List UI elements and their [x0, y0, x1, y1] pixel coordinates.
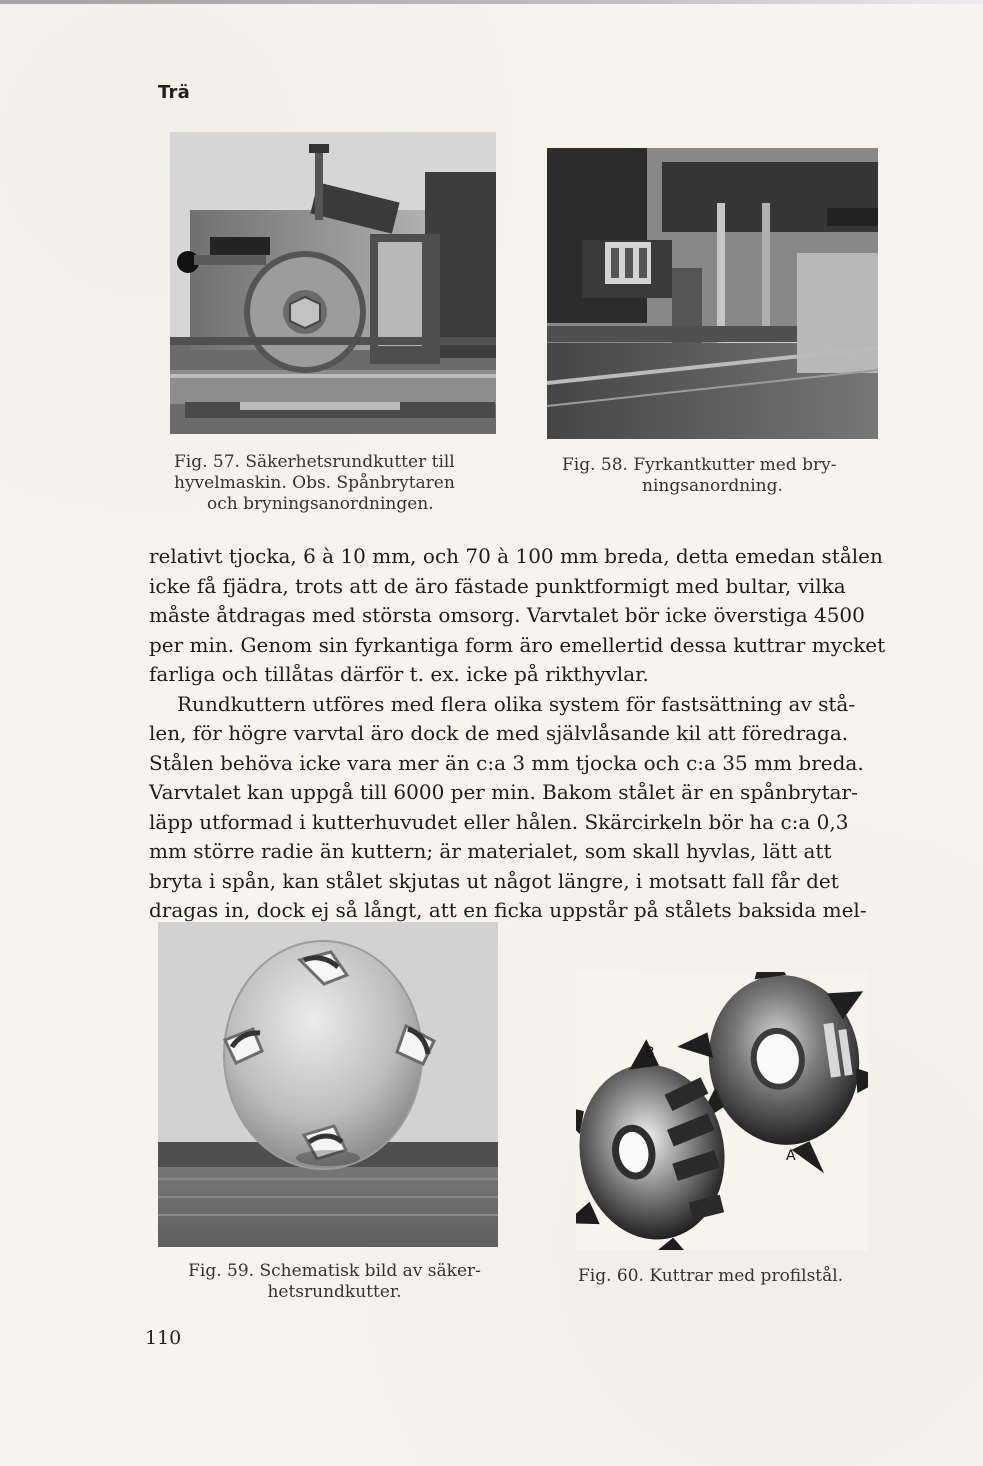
figure-59-caption-line-2: hetsrundkutter. — [267, 1282, 402, 1302]
body-line-2: icke få fjädra, trots att de äro fästade punktformigt med bultar, vilka — [149, 573, 846, 598]
figure-59-caption — [172, 1261, 497, 1303]
body-line-5: farliga och tillåtas därför t. ex. icke på rikthyvlar. — [149, 662, 649, 686]
planer-cutter-photo — [170, 132, 496, 434]
figure-57-caption — [174, 452, 494, 515]
figure-60-label-b: B — [645, 1045, 655, 1061]
body-line-1: relativt tjocka, 6 à 10 mm, och 70 à 100 mm breda, detta emedan stålen — [149, 544, 883, 568]
figure-57-caption-line-2: hyvelmaskin. Obs. Spånbrytaren — [174, 473, 455, 493]
body-line-8: Stålen behöva icke vara mer än c:a 3 mm tjocka och c:a 35 mm breda. — [149, 750, 864, 775]
figure-58-caption-line-2: ningsanordning. — [642, 476, 783, 496]
body-line-6: Rundkuttern utföres med flera olika system för fastsättning av stå- — [177, 691, 856, 716]
figure-57-image — [170, 132, 496, 434]
square-cutter-photo — [547, 148, 878, 439]
profile-cutter-illustration — [576, 972, 868, 1250]
body-line-12: bryta i spån, kan stålet skjutas ut något längre, i motsatt fall får det — [149, 868, 839, 893]
body-line-9: Varvtalet kan uppgå till 6000 per min. Bakom stålet är en spånbrytar- — [149, 780, 858, 804]
body-line-7: len, för högre varvtal äro dock de med självlåsande kil att föredraga. — [149, 721, 849, 745]
body-line-10: läpp utformad i kutterhuvudet eller hålen. Skärcirkeln bör ha c:a 0,3 — [149, 809, 849, 834]
figure-57-caption-line-3: och bryningsanordningen. — [207, 494, 434, 514]
figure-60-label-a: A — [786, 1148, 796, 1164]
figure-60-image — [576, 972, 868, 1250]
page-number: 110 — [145, 1327, 182, 1349]
figure-59-caption-line-1: Fig. 59. Schematisk bild av säker- — [188, 1261, 481, 1281]
figure-58-image — [547, 148, 878, 439]
round-cutter-schematic — [158, 922, 498, 1247]
figure-58-caption — [562, 455, 872, 497]
body-line-11: mm större radie än kuttern; är materialet, som skall hyvlas, lätt att — [149, 839, 832, 863]
figure-57-caption-line-1: Fig. 57. Säkerhetsrundkutter till — [174, 452, 455, 472]
body-text — [149, 542, 891, 926]
page-header: Trä — [158, 82, 190, 103]
figure-60-caption — [578, 1266, 888, 1287]
figure-58-caption-line-1: Fig. 58. Fyrkantkutter med bry- — [562, 455, 837, 475]
page-top-edge — [0, 0, 983, 4]
body-line-4: per min. Genom sin fyrkantiga form äro emellertid dessa kuttrar mycket — [149, 632, 886, 657]
figure-59-image — [158, 922, 498, 1247]
body-line-13: dragas in, dock ej så långt, att en ficka uppstår på stålets baksida mel- — [149, 898, 867, 922]
body-line-3: måste åtdragas med största omsorg. Varvtalet bör icke överstiga 4500 — [149, 603, 865, 627]
figure-60-caption-line-1: Fig. 60. Kuttrar med profilstål. — [578, 1266, 844, 1286]
